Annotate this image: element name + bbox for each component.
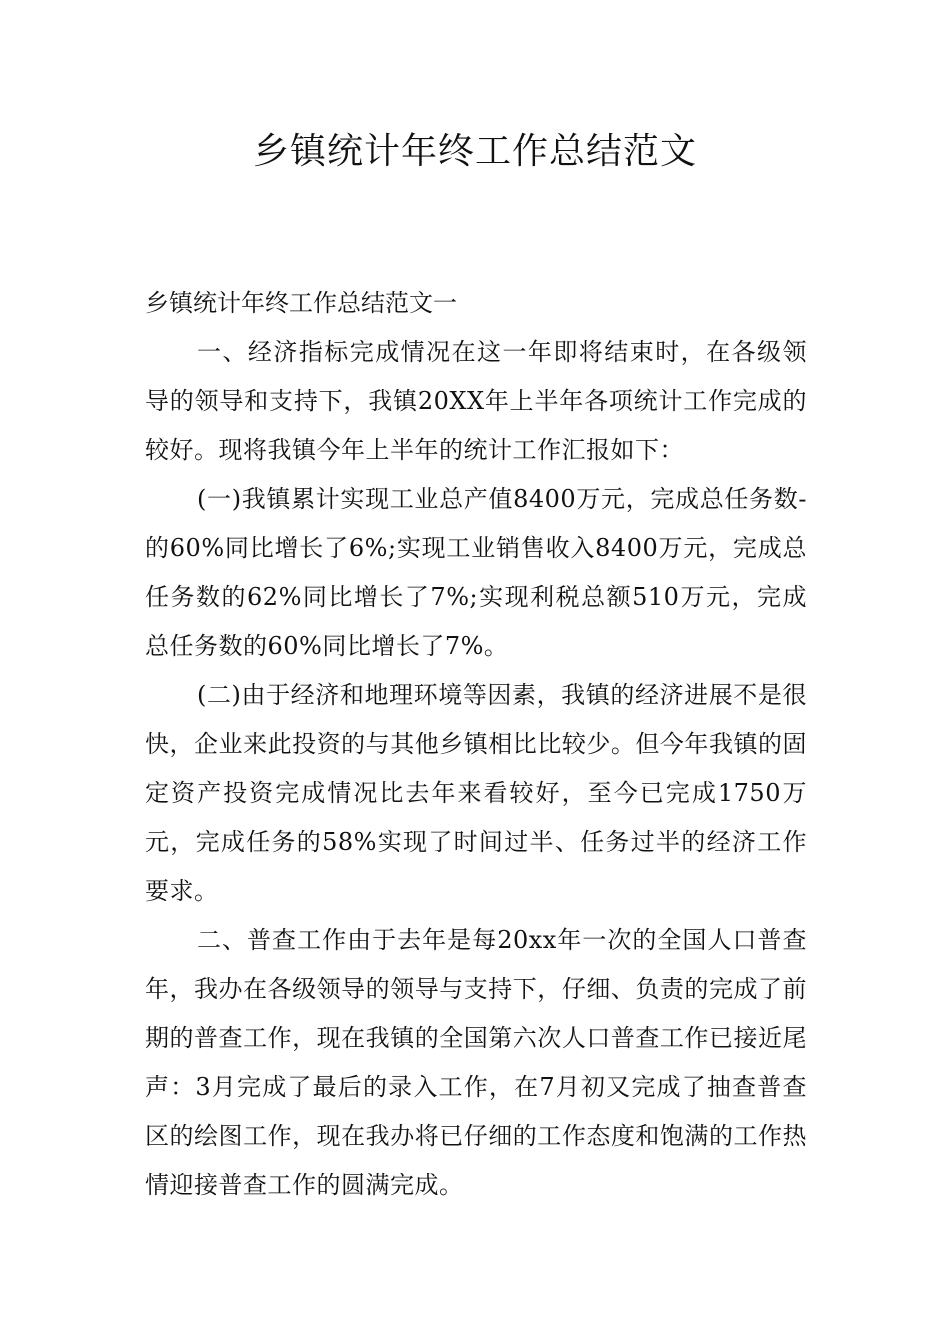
paragraph-census-work: 二、普查工作由于去年是每20xx年一次的全国人口普查年，我办在各级领导的领导与支持下，仔细、负责的完成了前期的普查工作，现在我镇的全国第六次人口普查工作已接近尾声：3月完成了最后的录入工作，在7月初又完成了抽查普查区的绘图工作，现在我办将已仔细的工作态度和饱满的工作热情迎接普查工作的圆满完成。 (145, 926, 807, 1199)
document-body (145, 279, 807, 1210)
section-subtitle: 乡镇统计年终工作总结范文一 (145, 289, 457, 317)
paragraph-fixed-asset-investment: (二)由于经济和地理环境等因素，我镇的经济进展不是很快，企业来此投资的与其他乡镇相比比较少。但今年我镇的固定资产投资完成情况比去年来看较好，至今已完成1750万元，完成任务的58%实现了时间过半、任务过半的经济工作要求。 (145, 681, 807, 905)
paragraph-industrial-output: (一)我镇累计实现工业总产值8400万元，完成总任务数-的60%同比增长了6%;实现工业销售收入8400万元，完成总任务数的62%同比增长了7%;实现利税总额510万元，完成总任务数的60%同比增长了7%。 (145, 485, 807, 660)
document-title: 乡镇统计年终工作总结范文 (252, 131, 697, 172)
paragraph-economic-indicators: 一、经济指标完成情况在这一年即将结束时，在各级领导的领导和支持下，我镇20XX年上半年各项统计工作完成的较好。现将我镇今年上半年的统计工作汇报如下： (145, 338, 807, 464)
